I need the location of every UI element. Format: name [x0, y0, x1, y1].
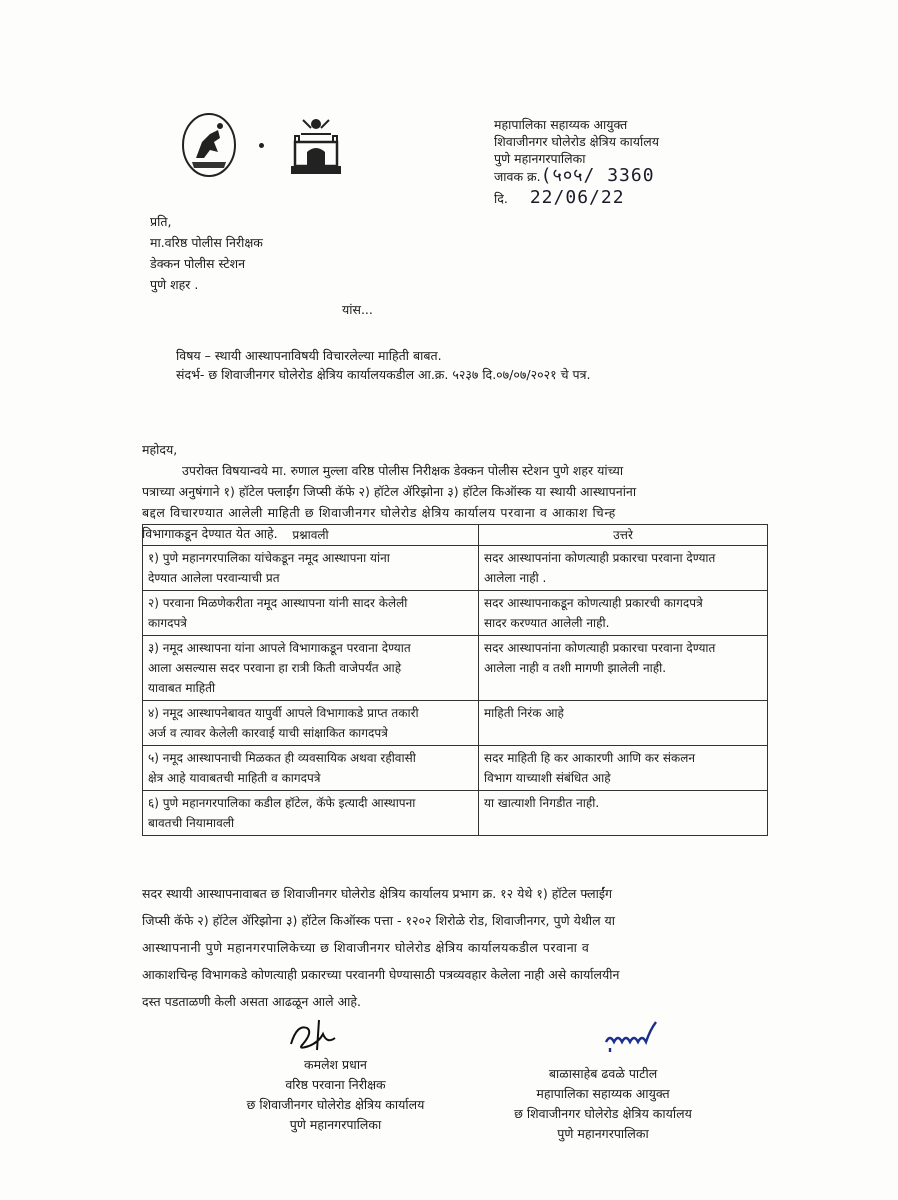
answer-text: सादर करण्यात आलेली नाही. — [484, 616, 610, 630]
answer-cell — [479, 746, 768, 791]
recipient-station: डेक्कन पोलीस स्टेशन — [150, 256, 246, 271]
answer-text: सदर आस्थापनांना कोणत्याही प्रकारचा परवाना देण्यात — [484, 551, 716, 565]
closing-line: आकाशचिन्ह विभागकडे कोणत्याही प्रकारच्या परवानगी घेण्यासाठी पत्रव्यवहार केलेला नाही असे कार्यालयीन — [142, 967, 620, 982]
ref-label: जावक क्र. — [494, 169, 541, 184]
question-text: कागदपत्रे — [148, 616, 187, 630]
column-header: प्रश्नावली — [143, 525, 479, 546]
signatory-office: छ शिवाजीनगर घोलेरोड क्षेत्रिय कार्यालय — [514, 1106, 692, 1121]
recipient-yans: यांस... — [342, 302, 373, 317]
signatory-designation: महापालिका सहाय्यक आयुक्त — [536, 1086, 670, 1101]
question-text: ३) नमूद आस्थापना यांना आपले विभागाकडून परवाना देण्यात — [148, 641, 411, 655]
answer-text: या खात्याशी निगडीत नाही. — [484, 796, 600, 810]
outward-ref — [494, 167, 794, 189]
date-label: दि. — [494, 191, 508, 206]
intro-line: विभागाकडून देण्यात येत आहे. — [142, 526, 278, 541]
signatory-right — [488, 1064, 718, 1144]
table-row — [143, 791, 768, 836]
table-row — [143, 546, 768, 591]
signatory-name: बाळासाहेब ढवळे पाटील — [548, 1066, 658, 1081]
signatory-org: पुणे महानगरपालिका — [289, 1117, 382, 1132]
question-cell — [143, 701, 479, 746]
question-text: ४) नमूद आस्थापनेबावत यापुर्वी आपले विभागाकडे प्राप्त तकारी — [148, 706, 419, 720]
answer-text: सदर आस्थापनाकडून कोणत्याही प्रकारची कागदपत्रे — [484, 596, 703, 610]
salutation: महोदय, — [142, 442, 178, 457]
signatory-org: पुणे महानगरपालिका — [557, 1126, 649, 1141]
header-office: शिवाजीनगर घोलेरोड क्षेत्रिय कार्यालय — [494, 134, 659, 149]
intro-line: पत्राच्या अनुषंगाने १) हॉटेल फ्लाईंग जिप्सी कॅफे २) हॉटेल ॲरिझोना ३) हॉटेल किऑस्क या स्थायी आस्थापनांना — [142, 484, 637, 499]
question-cell — [143, 791, 479, 836]
signature-left-icon — [283, 1014, 343, 1056]
answer-text: माहिती निरंक आहे — [484, 706, 564, 720]
question-text: ५) नमूद आस्थापनाची मिळकत ही व्यवसायिक अथवा रहीवासी — [148, 751, 416, 765]
question-text: १) पुणे महानगरपालिका यांचेकडून नमूद आस्थापना यांना — [148, 551, 390, 565]
shaniwarwada-emblem-icon — [283, 110, 349, 182]
recipient-to: प्रति, — [150, 214, 172, 229]
closing-paragraph — [142, 880, 772, 1015]
answer-text: विभाग याच्याशी संबंधित आहे — [484, 771, 611, 785]
question-cell — [143, 636, 479, 701]
subject-block — [176, 346, 590, 384]
table-row — [143, 636, 768, 701]
answer-text: सदर माहिती हि कर आकारणी आणि कर संकलन — [484, 751, 695, 765]
header-designation: महापालिका सहाय्यक आयुक्त — [494, 117, 628, 132]
answer-cell — [479, 546, 768, 591]
question-text: अर्ज व त्यावर केलेली कारवाई याची सांक्षाकित कागदपत्रे — [148, 726, 388, 740]
question-cell — [143, 591, 479, 636]
recipient-title: मा.वरिष्ठ पोलीस निरीक्षक — [150, 235, 263, 250]
table-header-row — [143, 525, 768, 546]
answer-text: आलेला नाही . — [484, 571, 547, 585]
answer-cell — [479, 701, 768, 746]
closing-line: आस्थापनानी पुणे महानगरपालिकेच्या छ शिवाजीनगर घोलेरोड क्षेत्रिय कार्यालयकडील परवाना व — [142, 940, 590, 955]
question-text: आला असल्यास सदर परवाना हा रात्री किती वाजेपर्यंत आहे — [148, 661, 402, 675]
question-text: यावाबत माहिती — [148, 681, 216, 695]
letter-date — [494, 189, 794, 213]
pmc-emblem-icon — [180, 112, 238, 178]
signatory-left — [228, 1055, 443, 1135]
question-cell — [143, 746, 479, 791]
intro-line: उपरोक्त विषयान्वये मा. रुणाल मुल्ला वरिष्ठ पोलीस निरीक्षक डेक्कन पोलीस स्टेशन पुणे शहर यांच्या — [182, 463, 624, 478]
office-header — [494, 116, 794, 213]
question-text: बावतची नियामावली — [148, 816, 235, 830]
recipient-block — [150, 211, 373, 320]
table-row — [143, 701, 768, 746]
question-text: देण्यात आलेला परवान्याची प्रत — [148, 571, 280, 585]
table-row — [143, 746, 768, 791]
date-value: 22/06/22 — [529, 187, 625, 208]
header-org: पुणे महानगरपालिका — [494, 151, 586, 166]
question-cell — [143, 546, 479, 591]
answer-cell — [479, 791, 768, 836]
signatory-designation: वरिष्ठ परवाना निरीक्षक — [285, 1077, 386, 1092]
answer-text: सदर आस्थापनांना कोणत्याही प्रकारचा परवाना देण्यात — [484, 641, 716, 655]
questionnaire-table — [142, 524, 768, 836]
answer-text: आलेला नाही व तशी मागणी झालेली नाही. — [484, 661, 667, 675]
closing-line: सदर स्थायी आस्थापनावाबत छ शिवाजीनगर घोलेरोड क्षेत्रिय कार्यालय प्रभाग क्र. १२ येथे १) हॉटेल फ्लाईंग — [142, 886, 613, 901]
column-header: उत्तरे — [479, 525, 768, 546]
signatory-name: कमलेश प्रधान — [304, 1057, 367, 1072]
table-row — [143, 591, 768, 636]
reference-line: संदर्भ- छ शिवाजीनगर घोलेरोड क्षेत्रिय कार्यालयकडील आ.क्र. ५२३७ दि.०७/०७/२०२१ चे पत्र. — [176, 367, 591, 382]
ref-value: (५०५/ 3360 — [540, 165, 655, 186]
recipient-city: पुणे शहर . — [150, 277, 199, 292]
answer-cell — [479, 636, 768, 701]
question-text: क्षेत्र आहे यावाबतची माहिती व कागदपत्रे — [148, 771, 321, 785]
subject-line: विषय – स्थायी आस्थापनाविषयी विचारलेल्या माहिती बाबत. — [176, 348, 442, 363]
signature-right-icon — [598, 1008, 668, 1060]
signatory-office: छ शिवाजीनगर घोलेरोड क्षेत्रिय कार्यालय — [246, 1097, 425, 1112]
question-text: २) परवाना मिळणेकरीता नमूद आस्थापना यांनी सादर केलेली — [148, 596, 408, 610]
closing-line: दस्त पडताळणी केली असता आढळून आले आहे. — [142, 994, 361, 1009]
question-text: ६) पुणे महानगरपालिका कडील हॉटेल, कॅफे इत्यादी आस्थापना — [148, 796, 416, 810]
separator-dot — [259, 143, 264, 148]
answer-cell — [479, 591, 768, 636]
closing-line: जिप्सी कॅफे २) हॉटेल ॲरिझोना ३) हॉटेल किऑस्क पत्ता - १२०२ शिरोळे रोड, शिवाजीनगर, पुणे येथील या — [142, 913, 615, 928]
intro-line: बद्दल विचारण्यात आलेली माहिती छ शिवाजीनगर घोलेरोड क्षेत्रिय कार्यालय परवाना व आकाश चिन्ह — [142, 505, 616, 520]
